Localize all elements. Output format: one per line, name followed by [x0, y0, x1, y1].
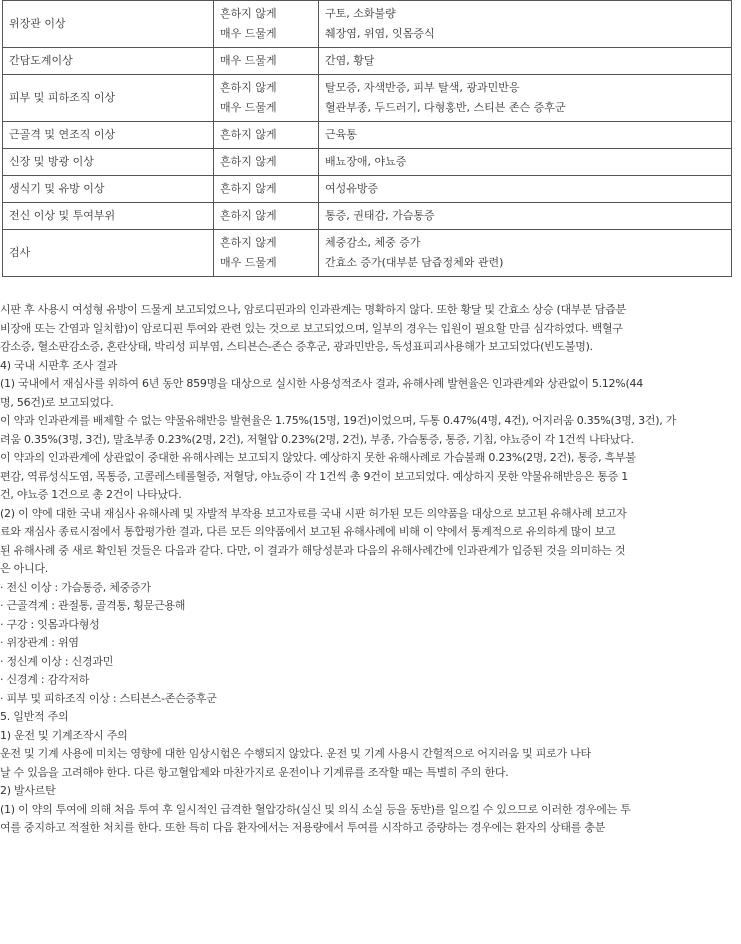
adverse-events-text: 여성유방증 — [325, 182, 379, 195]
paragraph — [0, 412, 738, 449]
body-text — [0, 301, 738, 838]
paragraph-line: 5. 일반적 주의 — [0, 710, 69, 723]
paragraph-line: 비장애 또는 간염과 일치함)이 암로디핀 투여와 관련 있는 것으로 보고되었으며, 일부의 경우는 입원이 필요할 만큼 심각하였다. 백혈구 — [0, 321, 623, 335]
frequency-cell — [214, 230, 319, 277]
frequency-text: 매우 드물게 — [220, 256, 277, 269]
paragraph-line: 4) 국내 시판후 조사 결과 — [0, 358, 118, 372]
adverse-events-cell — [319, 75, 732, 122]
table-row — [3, 149, 732, 176]
adverse-events-text: 탈모증, 자색반증, 피부 탈색, 광과민반응 — [325, 81, 520, 94]
paragraph — [0, 690, 738, 709]
paragraph — [0, 301, 738, 357]
adverse-events-text: 근육통 — [325, 128, 357, 141]
paragraph-line: 이 약과의 인과관계에 상관없이 중대한 유해사례는 보고되지 않았다. 예상하지 못한 유해사례로 가슴불쾌 0.23%(2명, 2건), 통증, 흑부불 — [0, 451, 636, 464]
paragraph-line: 료와 재심사 종료시점에서 통합평가한 결과, 다른 모든 의약품에서 보고된 유해사례에 비해 이 약에서 통계적으로 유의하게 많이 보고 — [0, 525, 616, 538]
adverse-events-cell — [319, 176, 732, 203]
paragraph — [0, 745, 738, 782]
frequency-cell — [214, 1, 319, 48]
paragraph-line: 감소증, 혈소판감소증, 혼란상태, 박리성 피부염, 스티븐슨-존슨 증후군, 광과민반응, 독성표피괴사용해가 보고되었다(빈도불명). — [0, 340, 593, 353]
paragraph-line: (2) 이 약에 대한 국내 재심사 유해사례 및 자발적 부작용 보고자료를 국내 시판 허가된 모든 의약품을 대상으로 보고된 유해사례 보고자 — [0, 506, 627, 520]
paragraph-line: (1) 국내에서 재심사를 위하여 6년 동안 859명을 대상으로 실시한 사용성적조사 결과, 유해사례 발현율은 인과관계와 상관없이 5.12%(44 — [0, 377, 644, 390]
frequency-text: 매우 드물게 — [220, 27, 277, 40]
paragraph-line: 은 아니다. — [0, 562, 48, 575]
paragraph-line: 된 유해사례 중 새로 확인된 것들은 다음과 같다. 다만, 이 결과가 해당성분과 다음의 유해사례간에 인과관계가 입증된 것을 의미하는 것 — [0, 543, 626, 557]
paragraph — [0, 634, 738, 653]
frequency-cell — [214, 149, 319, 176]
frequency-cell — [214, 176, 319, 203]
table-row — [3, 176, 732, 203]
paragraph — [0, 708, 738, 727]
frequency-cell — [214, 75, 319, 122]
paragraph — [0, 375, 738, 412]
table-row — [3, 122, 732, 149]
paragraph — [0, 505, 738, 579]
adverse-events-text: 통증, 권태감, 가슴통증 — [325, 209, 435, 222]
frequency-text: 매우 드물게 — [220, 101, 277, 114]
table-row — [3, 75, 732, 122]
paragraph-line: · 위장관계 : 위염 — [0, 636, 79, 649]
organ-class-cell: 간담도계이상 — [3, 48, 214, 75]
paragraph-line: · 전신 이상 : 가슴통증, 체중증가 — [0, 580, 151, 594]
adverse-events-text: 구토, 소화불량 — [325, 7, 396, 20]
organ-class-cell: 신장 및 방광 이상 — [3, 149, 214, 176]
adverse-events-cell — [319, 48, 732, 75]
paragraph-line: 이 약과 인과관계를 배제할 수 없는 약물유해반응 발현율은 1.75%(15명, 19건)이었으며, 두통 0.47%(4명, 4건), 어지러움 0.35%(3명, 3건), 가 — [0, 414, 677, 427]
frequency-text: 흔하지 않게 — [220, 209, 277, 222]
adverse-reaction-table — [2, 0, 732, 277]
frequency-text: 흔하지 않게 — [220, 155, 277, 168]
frequency-text: 흔하지 않게 — [220, 128, 277, 141]
frequency-cell — [214, 203, 319, 230]
paragraph-line: 2) 발사르탄 — [0, 784, 56, 797]
table-row — [3, 48, 732, 75]
paragraph-line: · 정신계 이상 : 신경과민 — [0, 654, 114, 668]
paragraph — [0, 597, 738, 616]
adverse-events-text: 체중감소, 체중 증가 — [325, 236, 421, 249]
adverse-events-text: 배뇨장애, 야뇨증 — [325, 155, 407, 168]
frequency-cell — [214, 122, 319, 149]
paragraph — [0, 727, 738, 746]
paragraph-line: 건, 야뇨증 1건으로 총 2건이 나타났다. — [0, 488, 182, 501]
paragraph — [0, 653, 738, 672]
frequency-text: 흔하지 않게 — [220, 81, 277, 94]
organ-class-cell: 전신 이상 및 투여부위 — [3, 203, 214, 230]
paragraph-line: 편감, 역류성식도염, 목통증, 고콜레스테롤혈증, 저혈당, 야뇨증이 각 1건씩 총 9건이 보고되었다. 예상하지 못한 약물유해반응은 통증 1 — [0, 469, 628, 483]
frequency-text: 흔하지 않게 — [220, 236, 277, 249]
organ-class-cell: 위장관 이상 — [3, 1, 214, 48]
paragraph — [0, 357, 738, 376]
paragraph-line: (1) 이 약의 투여에 의해 처음 투여 후 일시적인 급격한 혈압강하(실신 및 의식 소실 등을 동반)를 일으킬 수 있으므로 이러한 경우에는 투 — [0, 802, 631, 816]
adverse-events-text: 혈관부종, 두드러기, 다형홍반, 스티븐 존슨 증후군 — [325, 101, 566, 114]
frequency-cell — [214, 48, 319, 75]
paragraph-line: 여를 중지하고 적절한 처치를 한다. 또한 특히 다음 환자에서는 저용량에서 투여를 시작하고 증량하는 경우에는 환자의 상태를 충분 — [0, 821, 606, 834]
adverse-events-text: 간효소 증가(대부분 담즙정체와 관련) — [325, 256, 504, 269]
paragraph-line: · 신경계 : 감각저하 — [0, 673, 90, 686]
paragraph — [0, 449, 738, 505]
paragraph-line: · 구강 : 잇몸과다형성 — [0, 617, 100, 631]
adverse-events-cell — [319, 149, 732, 176]
paragraph-line: 날 수 있음을 고려해야 한다. 다른 항고혈압제와 마찬가지로 운전이나 기계류를 조작할 때는 특별히 주의 한다. — [0, 765, 509, 779]
adverse-events-text: 췌장염, 위염, 잇몸증식 — [325, 27, 435, 40]
organ-class-cell: 생식기 및 유방 이상 — [3, 176, 214, 203]
adverse-events-cell — [319, 230, 732, 277]
table-row — [3, 230, 732, 277]
paragraph-line: · 근골격계 : 관절통, 골격통, 횡문근용해 — [0, 599, 186, 612]
paragraph — [0, 801, 738, 838]
paragraph-line: 려움 0.35%(3명, 3건), 말초부종 0.23%(2명, 2건), 저혈압 0.23%(2명, 2건), 부종, 가슴통증, 통증, 기침, 야뇨증이 각 1건씩 나타났다. — [0, 432, 634, 446]
paragraph-line: · 피부 및 피하조직 이상 : 스티븐스-존슨증후군 — [0, 691, 217, 705]
frequency-text: 흔하지 않게 — [220, 7, 277, 20]
adverse-events-cell — [319, 203, 732, 230]
organ-class-cell: 근골격 및 연조직 이상 — [3, 122, 214, 149]
adverse-events-cell — [319, 122, 732, 149]
organ-class-cell: 검사 — [3, 230, 214, 277]
paragraph-line: 1) 운전 및 기계조작시 주의 — [0, 728, 128, 742]
table-row — [3, 1, 732, 48]
organ-class-cell: 피부 및 피하조직 이상 — [3, 75, 214, 122]
adverse-events-cell — [319, 1, 732, 48]
adverse-reaction-table-body — [3, 1, 732, 277]
table-row — [3, 203, 732, 230]
paragraph — [0, 579, 738, 598]
paragraph — [0, 616, 738, 635]
paragraph — [0, 782, 738, 801]
paragraph-line: 시판 후 사용시 여성형 유방이 드물게 보고되었으나, 암로디핀과의 인과관계는 명확하지 않다. 또한 황달 및 간효소 상승 (대부분 담즙분 — [0, 303, 627, 316]
adverse-events-text: 간염, 황달 — [325, 54, 375, 67]
frequency-text: 흔하지 않게 — [220, 182, 277, 195]
paragraph-line: 명, 56건)로 보고되었다. — [0, 395, 114, 409]
frequency-text: 매우 드물게 — [220, 54, 277, 67]
paragraph-line: 운전 및 기계 사용에 미치는 영향에 대한 임상시험은 수행되지 않았다. 운전 및 기계 사용시 간헐적으로 어지러움 및 피로가 나타 — [0, 747, 591, 760]
paragraph — [0, 671, 738, 690]
